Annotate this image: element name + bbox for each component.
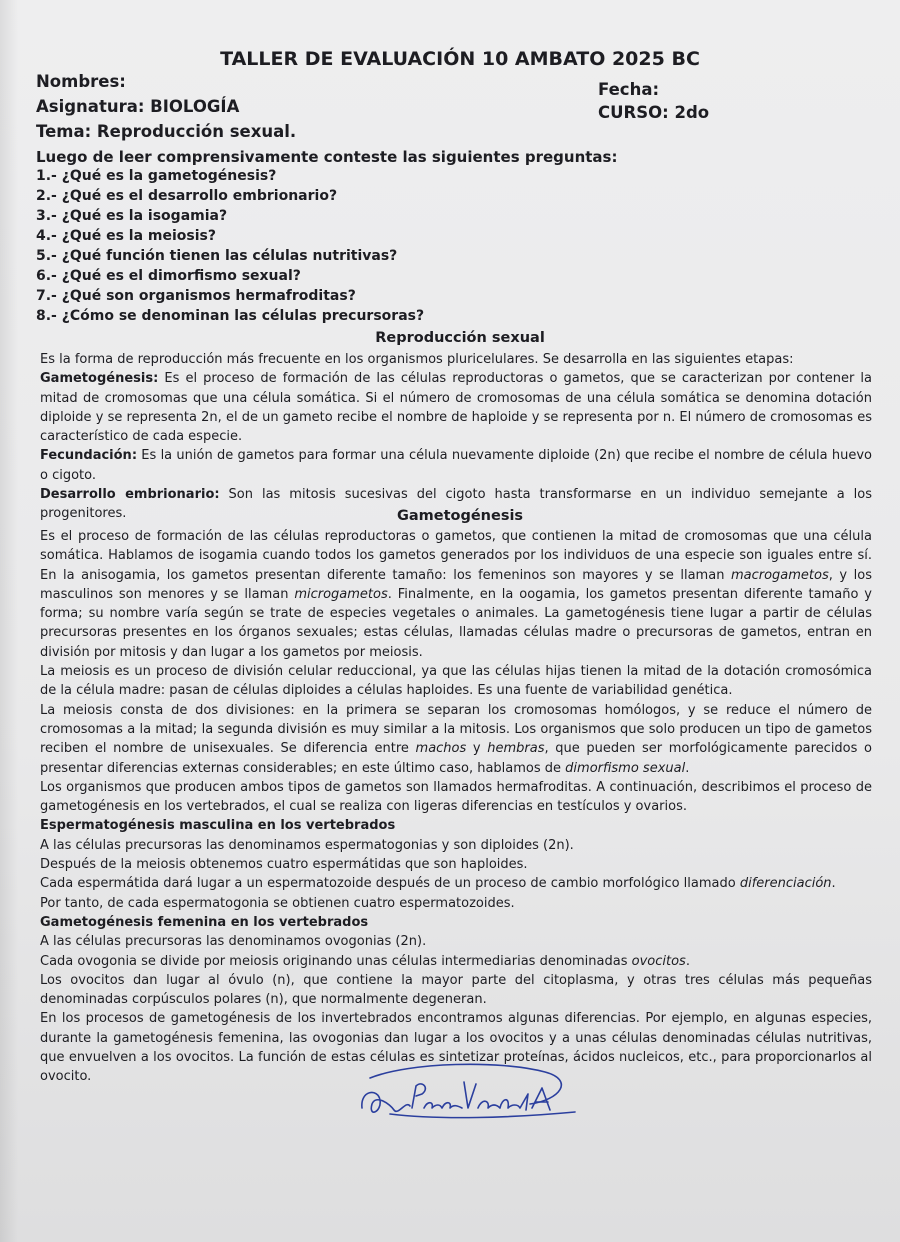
section-reproduccion-body: [40, 350, 872, 524]
tema-label: Tema: Reproducción sexual.: [36, 122, 297, 141]
section-gametogenesis-body: [40, 527, 872, 1087]
instructions: Luego de leer comprensivamente conteste las siguientes preguntas:: [36, 148, 618, 166]
question-8: 8.- ¿Cómo se denominan las células precursoras?: [36, 308, 425, 324]
p1-text-e: . Finalmente, en la oogamia, los gametos presentan diferente tamaño y forma; su nombre varía según se trate de especies vegetales o animales. La gametogénesis tiene lugar a partir de células precursoras presentes en los órganos sexuales; estas células, llamadas células madre o precursoras de gametos, entran en división por mitosis y dan lugar a los gametos por meiosis.: [40, 586, 872, 660]
signature-initial-stroke: [362, 1092, 410, 1112]
p3-text-a: La meiosis consta de dos divisiones: en la primera se separan los cromosomas homólogos, y se reduce el número de cromosomas a la mitad; la segunda división es muy similar a la mitosis. Los organismos que solo producen un tipo de gametos reciben el nombre de unisexuales. Se diferencia entre: [40, 702, 872, 757]
p1-text-c: , y los masculinos son menores y se llaman: [40, 567, 872, 602]
p3-text-g: .: [685, 760, 690, 776]
m3-text-a: Cada espermátida dará lugar a un espermatozoide después de un proceso de cambio morfológico llamado: [40, 876, 740, 892]
curso-label: CURSO: 2do: [598, 103, 710, 122]
p3-term-dimorfismo: dimorfismo sexual: [565, 760, 686, 776]
p1-text-a: Es el proceso de formación de las células reproductoras o gametos, que contienen la mitad de cromosomas que una célula somática. Hablamos de isogamia cuando todos los gametos generados por los individuos de una especie son iguales entre sí. En la anisogamia, los gametos presentan diferente tamaño: los femeninos son mayores y se llaman: [40, 529, 872, 583]
intro-paragraph: Es la forma de reproducción más frecuente en los organismos pluricelulares. Se desarrolla en las siguientes etapas:: [40, 352, 794, 367]
question-6: 6.- ¿Qué es el dimorfismo sexual?: [36, 268, 301, 284]
handwritten-signature: [350, 1060, 580, 1130]
p1-term-microgametos: microgametos: [294, 586, 388, 602]
fecundacion-text: Es la unión de gametos para formar una célula nuevamente diploide (2n) que recibe el nombre de célula huevo o cigoto.: [40, 448, 872, 483]
masculina-line-1: A las células precursoras las denominamos espermatogonias y son diploides (2n).: [40, 837, 574, 853]
question-7: 7.- ¿Qué son organismos hermafroditas?: [36, 288, 356, 304]
fecundacion-term: Fecundación:: [40, 448, 138, 464]
m3-term-diferenciacion: diferenciación: [739, 876, 832, 892]
meiosis-divisions-paragraph: [40, 701, 872, 778]
fecha-label: Fecha:: [598, 80, 660, 99]
f2-term-ovocitos: ovocitos: [631, 953, 686, 969]
femenina-line-2: [40, 952, 872, 971]
nombres-label: Nombres:: [36, 72, 126, 91]
p3-term-machos: machos: [415, 741, 467, 757]
p1-term-macrogametos: macrogametos: [730, 567, 829, 583]
hermafroditas-paragraph: Los organismos que producen ambos tipos de gametos son llamados hermafroditas. A continuación, describimos el proceso de gametogénesis en los vertebrados, el cual se realiza con ligeras diferencias en testículos y ovarios.: [40, 779, 872, 815]
m3-text-c: .: [831, 876, 836, 892]
masculina-line-3: [40, 874, 872, 893]
p3-term-hembras: hembras: [487, 741, 545, 757]
section-heading-gametogenesis: Gametogénesis: [396, 508, 524, 524]
question-5: 5.- ¿Qué función tienen las células nutritivas?: [36, 248, 398, 264]
question-1: 1.- ¿Qué es la gametogénesis?: [36, 168, 277, 184]
fecundacion-definition: [40, 446, 872, 485]
femenina-line-3: Los ovocitos dan lugar al óvulo (n), que contiene la mayor parte del citoplasma, y otras tres células más pequeñas denominadas corpúsculos polares (n), que normalmente degeneran.: [40, 972, 872, 1008]
question-3: 3.- ¿Qué es la isogamia?: [36, 208, 228, 224]
femenina-heading-text: Gametogénesis femenina en los vertebrados: [40, 914, 369, 930]
signature-middle-stroke: [412, 1084, 462, 1108]
question-2: 2.- ¿Qué es el desarrollo embrionario?: [36, 188, 338, 204]
f2-text-c: .: [685, 953, 690, 969]
masculina-line-4: Por tanto, de cada espermatogonia se obtienen cuatro espermatozoides.: [40, 895, 515, 911]
asignatura-label: Asignatura: BIOLOGÍA: [36, 97, 240, 116]
f2-text-a: Cada ovogonia se divide por meiosis originando unas células intermediarias denominadas: [40, 953, 632, 969]
masculina-heading: [40, 816, 872, 835]
gametogenesis-paragraph-1: [40, 527, 872, 662]
page-shadow: [0, 0, 18, 1242]
gametogenesis-term: Gametogénesis:: [40, 371, 159, 387]
p3-text-e: , que pueden ser morfológicamente parecidos o presentar diferencias externas considerables; en este último caso, hablamos de: [40, 741, 872, 776]
femenina-heading: [40, 913, 872, 932]
signature-underline-stroke: [390, 1112, 575, 1118]
invertebrados-paragraph: En los procesos de gametogénesis de los invertebrados encontramos algunas diferencias. Por ejemplo, en algunas especies, durante la gametogénesis femenina, las ovogonias dan lugar a los ovocitos y a unas células denominadas células nutritivas, que envuelven a los ovocitos. La función de estas células es sintetizar proteínas, ácidos nucleicos, etc., para proporcionarlos al ovocito.: [40, 1011, 872, 1085]
gametogenesis-definition: [40, 369, 872, 446]
gametogenesis-text: Es el proceso de formación de las células reproductoras o gametos, que se caracterizan por contener la mitad de cromosomas que una célula somática. Si el número de cromosomas de una célula somática se denomina dotación diploide y se representa 2n, el de un gameto recibe el nombre de haploide y se representa por n. El número de cromosomas es característico de cada especie.: [40, 371, 872, 445]
masculina-heading-text: Espermatogénesis masculina en los vertebrados: [40, 818, 396, 834]
femenina-line-1: A las células precursoras las denominamos ovogonias (2n).: [40, 934, 427, 950]
meiosis-paragraph: La meiosis es un proceso de división celular reduccional, ya que las células hijas tienen la mitad de la dotación cromosómica de la célula madre: pasan de células diploides a células haploides. Es una fuente de variabilidad genética.: [40, 664, 872, 699]
signature-surname-stroke: [464, 1082, 550, 1110]
desarrollo-text: Son las mitosis sucesivas del cigoto hasta transformarse en un individuo semejante a los progenitores.: [40, 487, 873, 522]
p3-text-c: y: [466, 741, 488, 757]
question-4: 4.- ¿Qué es la meiosis?: [36, 228, 217, 244]
section-heading-reproduccion: Reproducción sexual: [375, 330, 545, 346]
desarrollo-term: Desarrollo embrionario:: [40, 487, 220, 503]
masculina-line-2: Después de la meiosis obtenemos cuatro espermátidas que son haploides.: [40, 857, 528, 873]
worksheet-title: TALLER DE EVALUACIÓN 10 AMBATO 2025 BC: [220, 48, 700, 70]
